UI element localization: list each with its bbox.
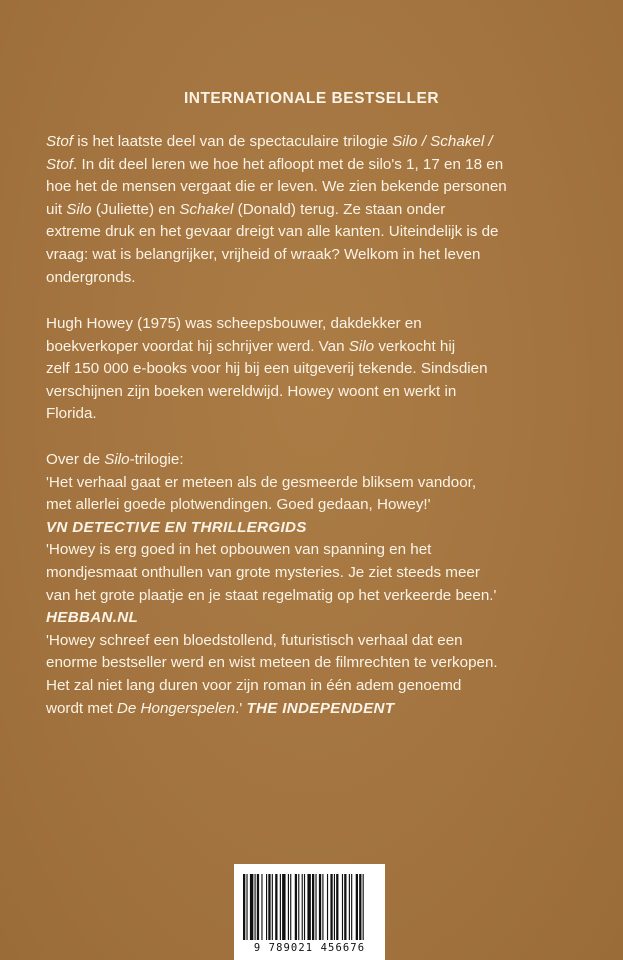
barcode-bar xyxy=(272,874,273,940)
synopsis-line: vraag: wat is belangrijker, vrijheid of wraak? Welkom in het leven xyxy=(46,245,481,263)
barcode-bar xyxy=(334,874,335,940)
bio-line: boekverkoper voordat hij schrijver werd. Van Silo verkocht hij xyxy=(46,337,456,355)
cover-heading: INTERNATIONALE BESTSELLER xyxy=(183,90,440,107)
review-quote-line: enorme bestseller werd en wist meteen de filmrechten te verkopen. xyxy=(46,654,498,672)
author-bio-paragraph xyxy=(46,313,586,426)
barcode-bar xyxy=(268,874,270,940)
barcode-bar xyxy=(356,874,358,940)
synopsis-line: extreme druk en het gevaar dreigt van alle kanten. Uiteindelijk is de xyxy=(46,223,499,241)
review-source: THE INDEPENDENT xyxy=(246,699,395,717)
barcode-bar xyxy=(290,874,291,940)
title-silo: Silo xyxy=(66,200,92,218)
barcode-bar xyxy=(261,874,262,940)
barcode-bar xyxy=(307,874,310,940)
bio-line: Florida. xyxy=(46,405,97,423)
barcode-bar xyxy=(246,874,247,940)
review-quote-line: 'Howey is erg goed in het opbouwen van spanning en het xyxy=(46,541,432,559)
barcode-bar xyxy=(351,874,352,940)
barcode-bars-icon xyxy=(243,874,376,940)
barcode-bar xyxy=(344,874,346,940)
barcode-bar xyxy=(319,874,321,940)
bio-line: verschijnen zijn boeken wereldwijd. Howey woont en werkt in xyxy=(46,382,457,400)
barcode-bar xyxy=(363,874,364,940)
title-silo: Silo xyxy=(392,133,418,150)
reviews-intro: Over de Silo-trilogie: xyxy=(46,451,184,468)
review-source: VN DETECTIVE EN THRILLERGIDS xyxy=(46,518,307,536)
barcode-bar xyxy=(359,874,361,940)
review-quote-line: wordt met De Hongerspelen.' THE INDEPENDENT xyxy=(46,699,395,717)
review-quote-line: 'Het verhaal gaat er meteen als de gesmeerde bliksem vandoor, xyxy=(46,473,477,491)
barcode-bar xyxy=(330,874,332,940)
synopsis-line: Stof. In dit deel leren we hoe het afloopt met de silo's 1, 17 en 18 en xyxy=(46,155,504,173)
title-de-hongerspelen: De Hongerspelen xyxy=(116,699,236,717)
barcode-bar xyxy=(243,874,245,940)
barcode-bar xyxy=(282,874,285,940)
review-quote-line: 'Howey schreef een bloedstollend, futuristisch verhaal dat een xyxy=(46,631,463,649)
barcode-bar xyxy=(295,874,297,940)
barcode-bar xyxy=(302,874,303,940)
synopsis-line: ondergronds. xyxy=(46,268,136,286)
review-quote-line: mondjesmaat onthullen van grote mysteries. Je ziet steeds meer xyxy=(46,563,480,581)
barcode-bar xyxy=(255,874,256,940)
review-source: HEBBAN.NL xyxy=(46,609,139,627)
barcode-bar xyxy=(342,874,343,940)
barcode-bar xyxy=(250,874,253,940)
title-silo: Silo xyxy=(104,451,130,468)
barcode-number: 9 789021 456676 xyxy=(253,942,366,954)
barcode-bar xyxy=(312,874,314,940)
reviews-section xyxy=(46,449,586,720)
barcode-bar xyxy=(288,874,289,940)
bio-line: zelf 150 000 e-books voor hij bij een uitgeverij tekende. Sindsdien xyxy=(46,360,488,378)
barcode-bar xyxy=(327,874,328,940)
synopsis-line: uit Silo (Juliette) en Schakel (Donald) terug. Ze staan onder xyxy=(46,200,446,218)
title-stof: Stof xyxy=(46,155,74,173)
barcode-bar xyxy=(275,874,277,940)
barcode-bar xyxy=(298,874,299,940)
barcode-bar xyxy=(257,874,259,940)
title-schakel: Schakel xyxy=(430,133,485,150)
title-silo: Silo xyxy=(348,337,375,355)
review-quote-line: Het zal niet lang duren voor zijn roman in één adem genoemd xyxy=(46,676,462,694)
barcode-bar xyxy=(349,874,350,940)
review-quote-line: met allerlei goede plotwendingen. Goed gedaan, Howey!' xyxy=(46,496,431,514)
synopsis-line: Stof is het laatste deel van de spectaculaire trilogie Silo / Schakel / xyxy=(46,133,493,150)
barcode-bar xyxy=(315,874,316,940)
title-stof: Stof xyxy=(46,133,74,150)
barcode-bar xyxy=(280,874,281,940)
bio-line: Hugh Howey (1975) was scheepsbouwer, dakdekker en xyxy=(46,315,422,332)
synopsis-paragraph xyxy=(46,131,586,289)
barcode-bar xyxy=(336,874,338,940)
barcode-bar xyxy=(304,874,305,940)
barcode-bar xyxy=(266,874,267,940)
synopsis-line: hoe het de mensen vergaat die er leven. We zien bekende personen xyxy=(46,178,507,196)
isbn-barcode xyxy=(234,864,385,960)
title-schakel: Schakel xyxy=(179,200,234,218)
review-quote-line: van het grote plaatje en je staat regelmatig op het verkeerde been.' xyxy=(46,586,497,604)
barcode-bar xyxy=(322,874,323,940)
